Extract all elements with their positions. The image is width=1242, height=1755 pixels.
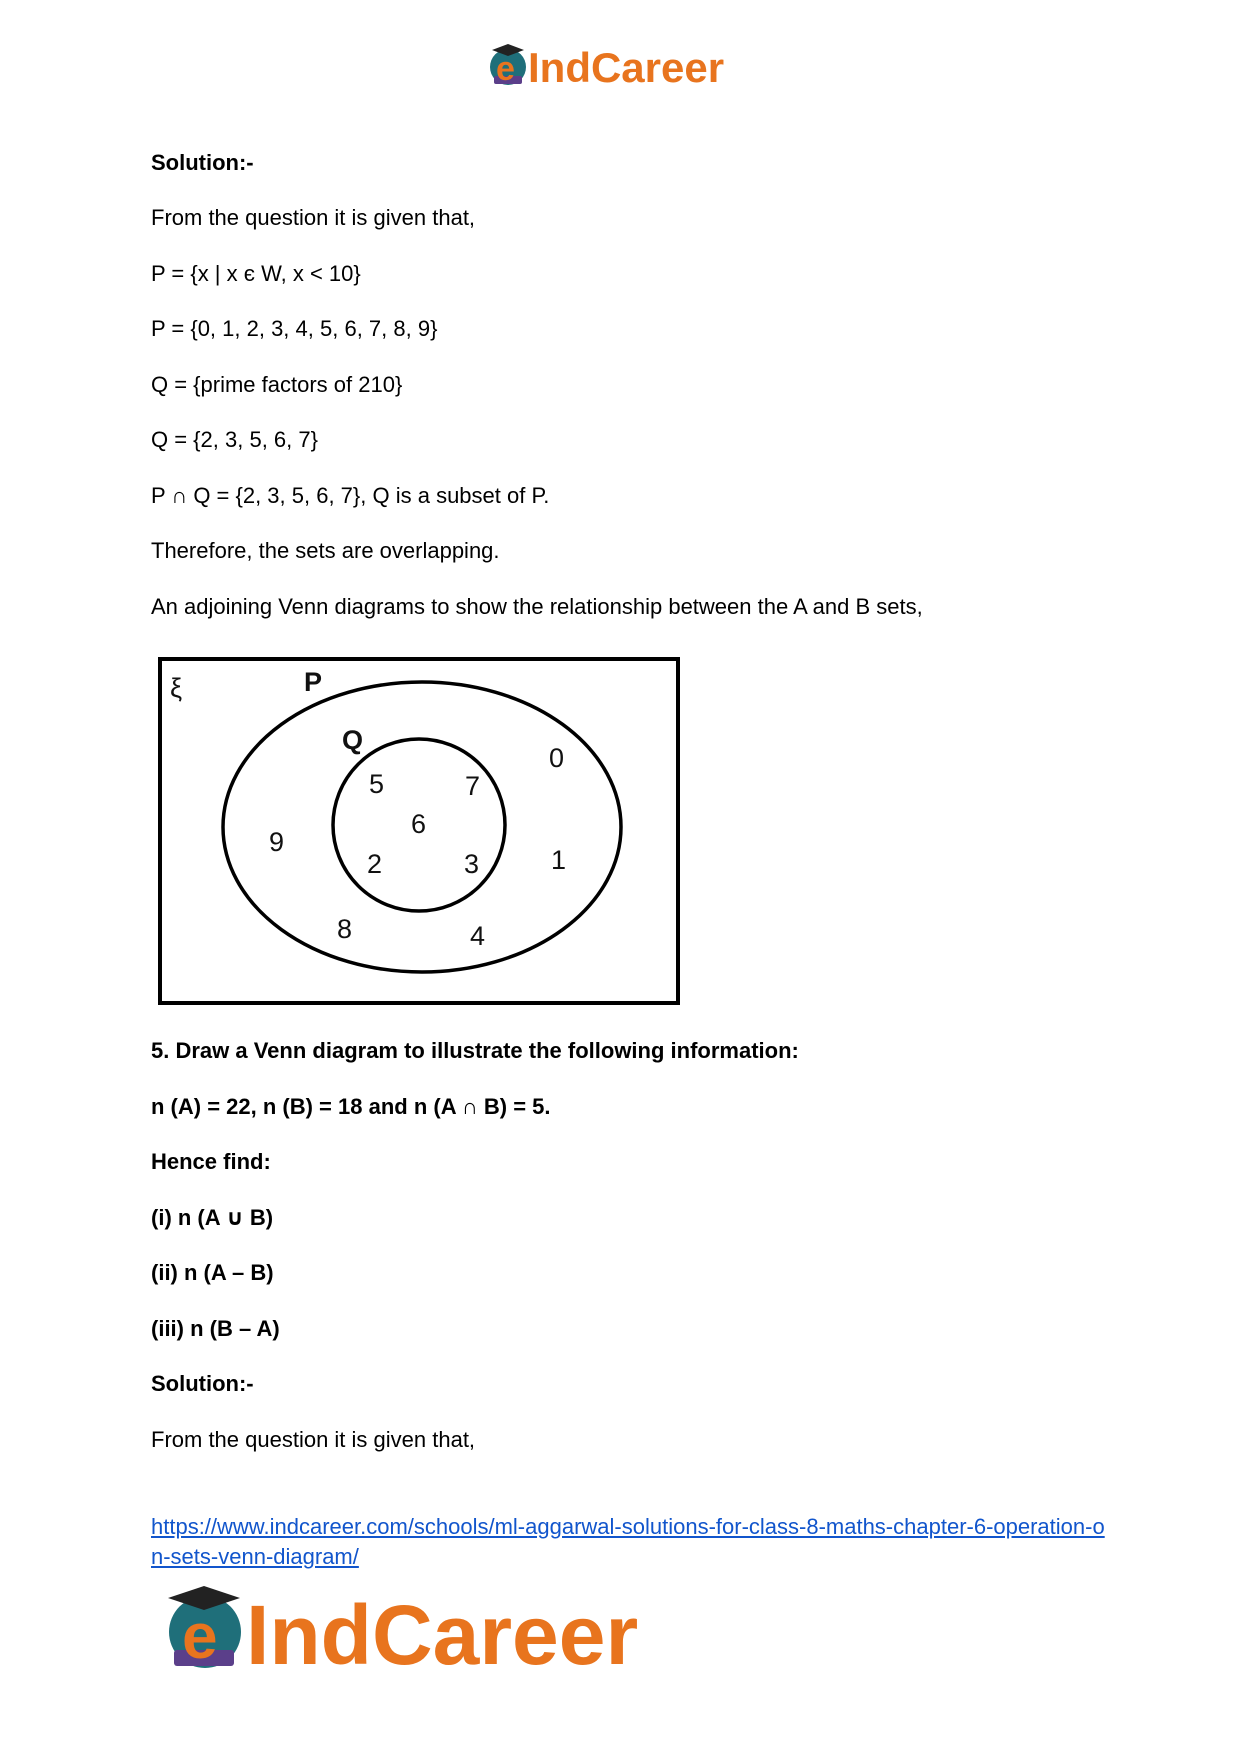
venn-element: 8 — [337, 914, 353, 944]
venn-intro-text: An adjoining Venn diagrams to show the relationship between the A and B sets, — [151, 594, 923, 619]
venn-element: 9 — [269, 827, 285, 857]
set-q-label: Q — [342, 725, 364, 755]
conclusion-text: Therefore, the sets are overlapping. — [151, 538, 500, 563]
venn-element: 5 — [369, 769, 385, 799]
logo-wordmark: IndCareer — [528, 44, 725, 91]
universal-set-label: ξ — [170, 673, 183, 703]
solution-heading-2: Solution:- — [151, 1371, 254, 1396]
set-p-definition: P = {x | x є W, x < 10} — [151, 261, 361, 286]
venn-element: 4 — [470, 921, 486, 951]
solution-heading-1: Solution:- — [151, 150, 254, 175]
logo-letter: e — [182, 1600, 218, 1672]
part-iii: (iii) n (B – A) — [151, 1316, 280, 1341]
logo-wordmark: IndCareer — [246, 1588, 639, 1680]
part-i: (i) n (A ∪ B) — [151, 1205, 274, 1230]
set-p-roster: P = {0, 1, 2, 3, 4, 5, 6, 7, 8, 9} — [151, 316, 438, 341]
question-5-heading: 5. Draw a Venn diagram to illustrate the following information: — [151, 1038, 799, 1063]
source-link[interactable]: https://www.indcareer.com/schools/ml-aggarwal-solutions-for-class-8-maths-chapter-6-operation-on-sets-venn-diagram/ — [151, 1514, 1105, 1569]
venn-element: 3 — [464, 849, 480, 879]
intersection-statement: P ∩ Q = {2, 3, 5, 6, 7}, Q is a subset of P. — [151, 483, 550, 508]
indcareer-logo-bottom — [160, 1580, 700, 1680]
set-q-roster: Q = {2, 3, 5, 6, 7} — [151, 427, 318, 452]
venn-element: 0 — [549, 743, 565, 773]
hence-find-label: Hence find: — [151, 1149, 271, 1174]
set-p-label: P — [304, 667, 323, 697]
question-5-values: n (A) = 22, n (B) = 18 and n (A ∩ B) = 5. — [151, 1094, 551, 1119]
part-ii: (ii) n (A – B) — [151, 1260, 274, 1285]
venn-element: 2 — [367, 849, 383, 879]
given-text-1: From the question it is given that, — [151, 205, 476, 230]
venn-diagram — [156, 655, 682, 1007]
venn-element: 7 — [465, 771, 481, 801]
venn-element: 6 — [411, 809, 427, 839]
venn-element: 1 — [551, 845, 567, 875]
given-text-2: From the question it is given that, — [151, 1427, 476, 1452]
logo-letter: e — [496, 50, 515, 88]
set-q-definition: Q = {prime factors of 210} — [151, 372, 403, 397]
indcareer-logo-top — [488, 40, 768, 92]
